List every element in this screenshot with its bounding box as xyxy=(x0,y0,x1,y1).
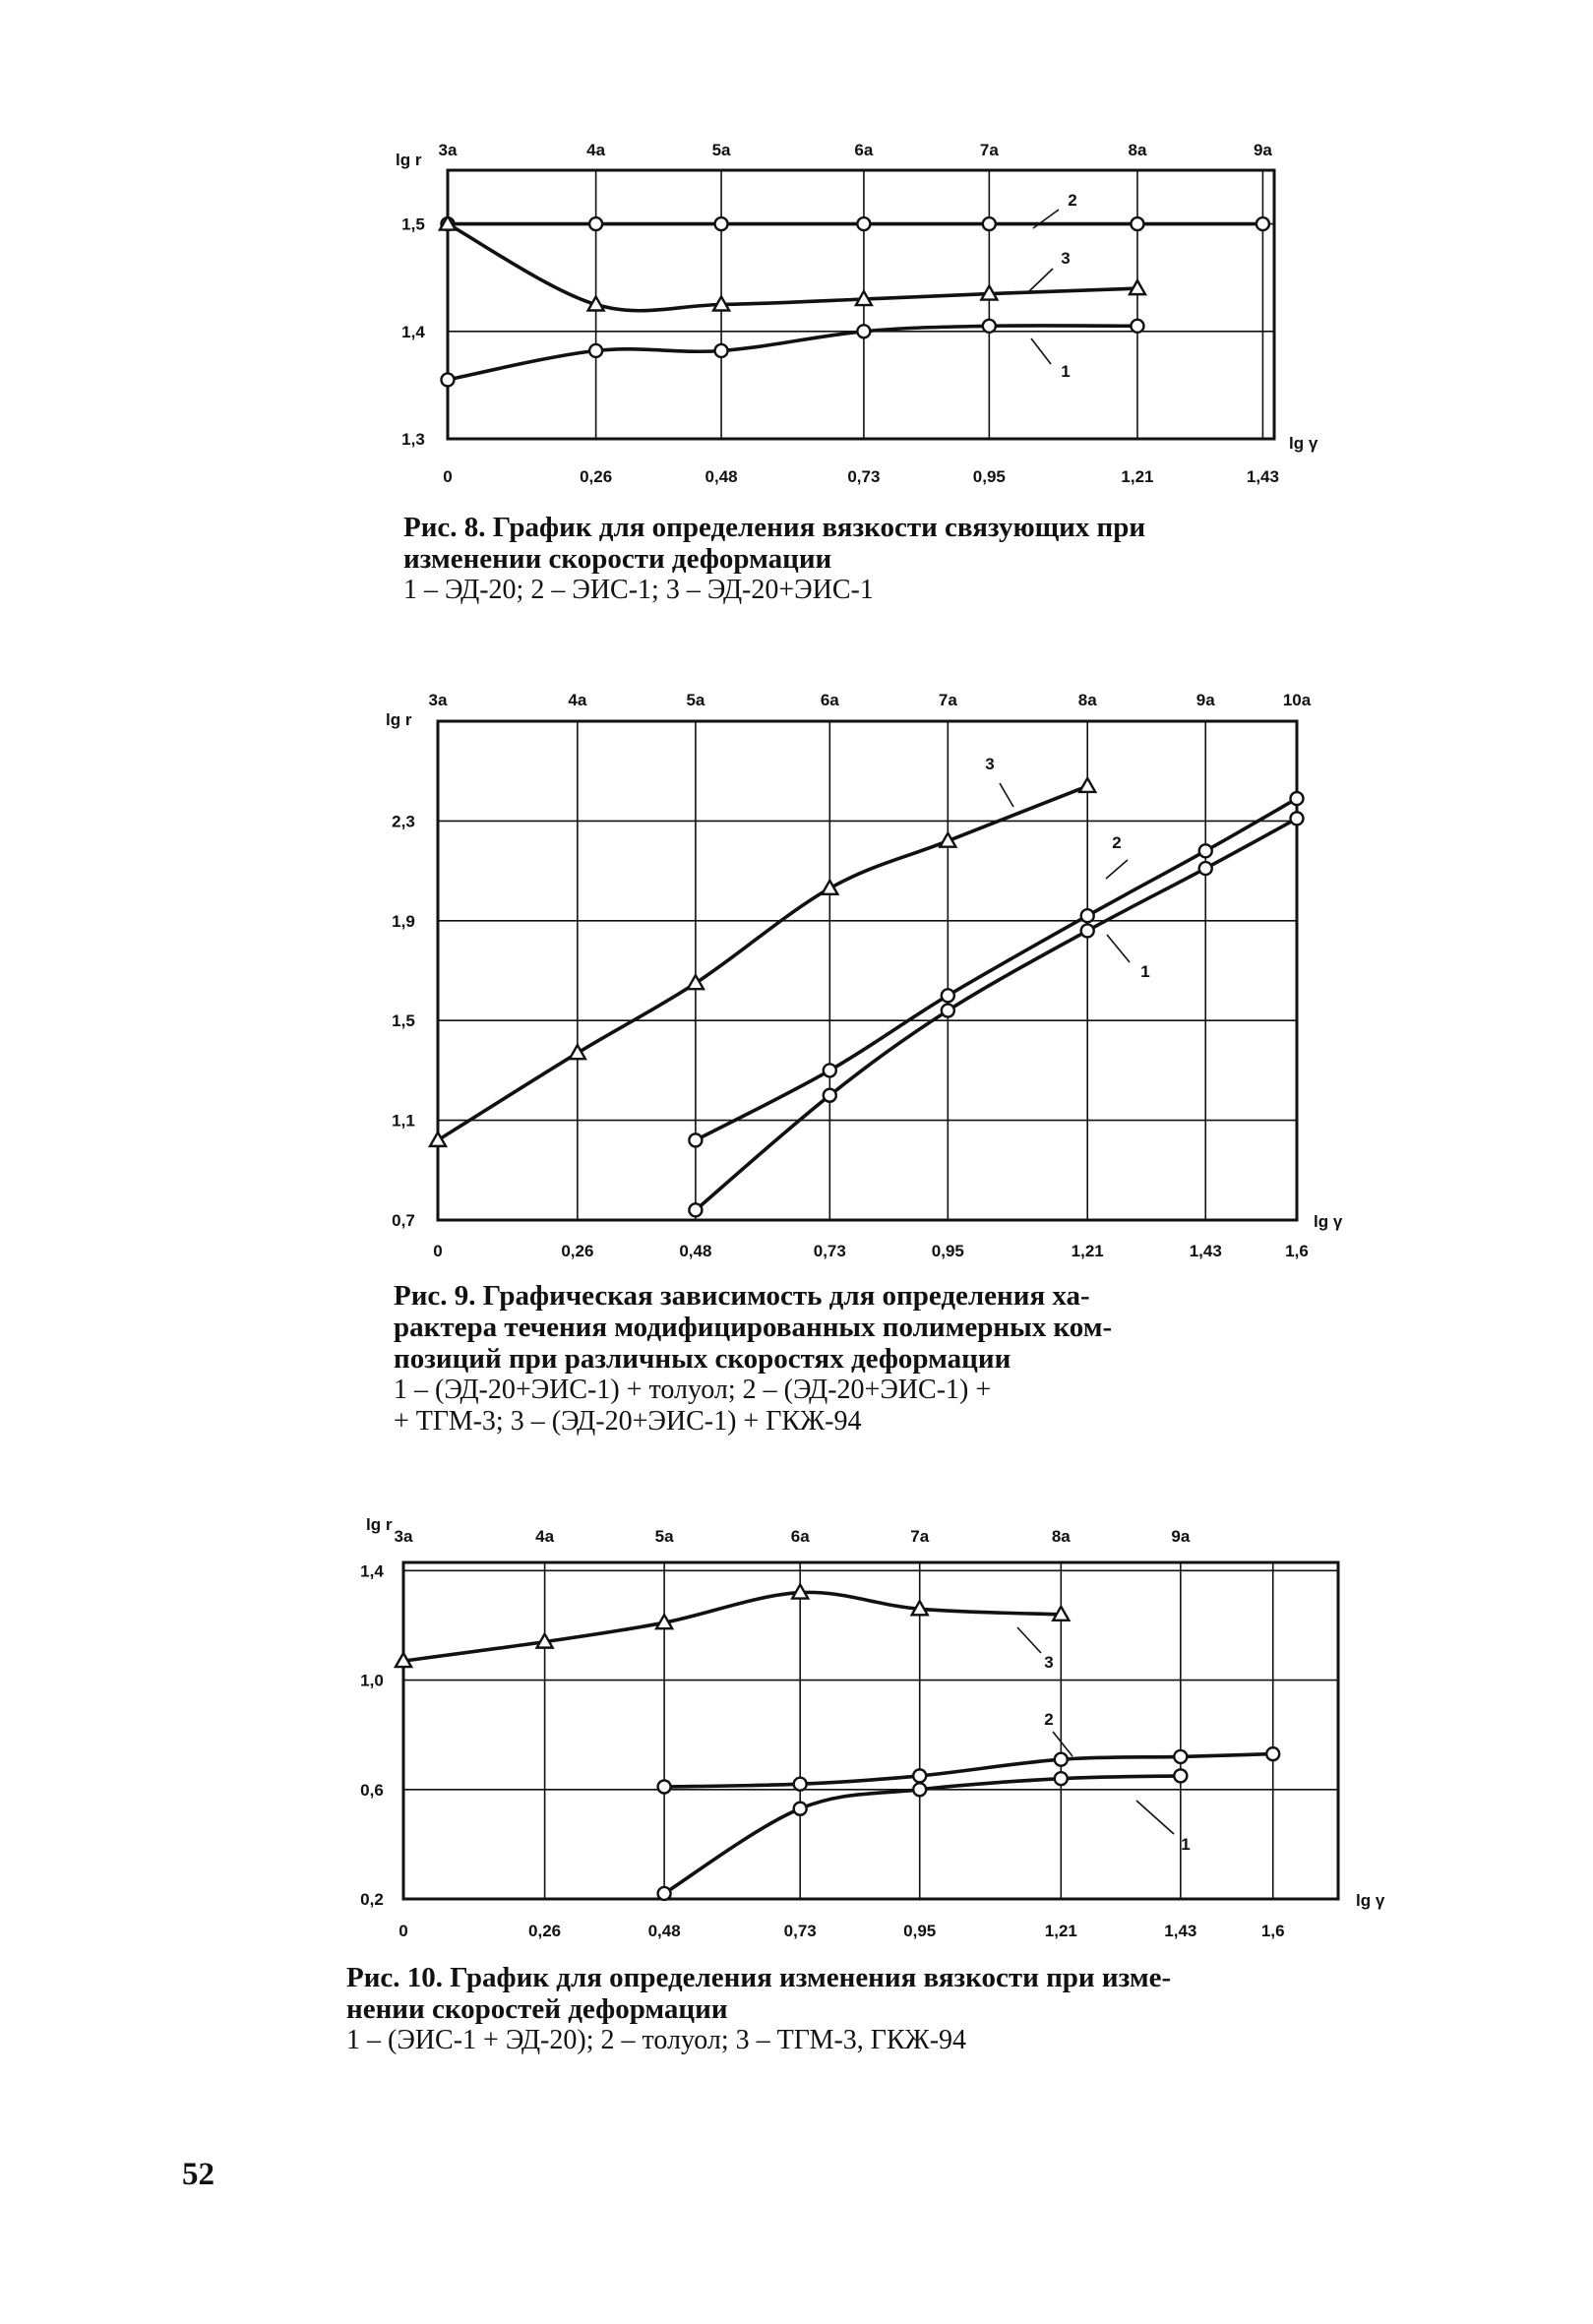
series-1-point xyxy=(589,344,602,357)
x-tick-label: 1,21 xyxy=(1071,1242,1104,1260)
series-1-point xyxy=(715,344,728,357)
chart-8 xyxy=(396,141,1318,486)
fig9-legend-line-2: + ТГМ-3; 3 – (ЭД-20+ЭИС-1) + ГКЖ-94 xyxy=(394,1406,862,1437)
top-label: 7a xyxy=(938,691,957,709)
y-axis-title: lg r xyxy=(396,151,422,169)
x-axis-title: lg γ xyxy=(1356,1891,1385,1910)
x-tick-label: 0,95 xyxy=(931,1242,964,1260)
series-label-1: 1 xyxy=(1181,1835,1191,1854)
fig10-title-line-1: График для определения изменения вязкости при изме- xyxy=(450,1962,1172,1993)
series-2-point xyxy=(1174,1750,1187,1763)
series-1-point xyxy=(942,1005,954,1017)
y-tick-label: 0,2 xyxy=(360,1890,384,1909)
page-number: 52 xyxy=(182,2157,214,2192)
fig10-number: Рис. 10. xyxy=(346,1962,444,1993)
fig8-number: Рис. 8. xyxy=(403,512,486,543)
x-tick-label: 0,48 xyxy=(647,1922,681,1940)
series-2-point xyxy=(824,1064,836,1076)
series-label-2: 2 xyxy=(1044,1710,1054,1729)
x-tick-label: 0,95 xyxy=(903,1922,937,1940)
series-label-leader xyxy=(1136,1801,1174,1834)
x-tick-label: 0 xyxy=(443,467,453,486)
y-tick-label: 1,1 xyxy=(392,1111,415,1131)
series-label-leader xyxy=(1000,783,1013,807)
series-1-point xyxy=(1174,1769,1187,1782)
series-1-point xyxy=(1055,1772,1068,1785)
y-axis-title: lg r xyxy=(366,1515,393,1534)
x-tick-label: 1,6 xyxy=(1285,1242,1309,1260)
series-label-1: 1 xyxy=(1140,962,1150,981)
top-label: 10a xyxy=(1282,691,1312,709)
plot-frame xyxy=(403,1562,1338,1899)
x-tick-label: 1,21 xyxy=(1044,1922,1077,1940)
series-label-leader xyxy=(1031,338,1051,364)
x-tick-label: 0,73 xyxy=(813,1242,846,1260)
series-1-point xyxy=(658,1887,671,1900)
top-label: 4a xyxy=(535,1527,555,1546)
top-label: 3a xyxy=(428,691,448,709)
series-2-point xyxy=(589,217,602,230)
series-line-1 xyxy=(696,819,1297,1210)
fig9-title-line-3: позиций при различных скоростях деформации xyxy=(394,1343,1011,1375)
chart-10 xyxy=(360,1515,1385,1940)
x-tick-label: 1,21 xyxy=(1121,467,1154,486)
y-tick-label: 1,5 xyxy=(401,214,425,234)
y-tick-label: 0,6 xyxy=(360,1780,384,1800)
top-label: 3a xyxy=(394,1527,413,1546)
y-tick-label: 1,9 xyxy=(392,911,415,931)
top-label: 5a xyxy=(686,691,705,709)
series-3-point xyxy=(688,975,704,989)
fig10-caption-line-2 xyxy=(346,1993,728,2025)
series-1-point xyxy=(689,1203,702,1216)
series-3-point xyxy=(1079,778,1095,792)
x-axis-title: lg γ xyxy=(1289,434,1318,453)
fig9-number: Рис. 9. xyxy=(394,1280,476,1312)
fig8-legend: 1 – ЭД-20; 2 – ЭИС-1; 3 – ЭД-20+ЭИС-1 xyxy=(403,575,874,605)
series-2-point xyxy=(1266,1747,1279,1760)
x-tick-label: 0,73 xyxy=(783,1922,817,1940)
chart-9 xyxy=(386,691,1343,1260)
top-label: 6a xyxy=(820,691,839,709)
fig8-caption-line-2 xyxy=(403,543,831,575)
series-1-point xyxy=(913,1783,926,1796)
fig9-legend-line-1: 1 – (ЭД-20+ЭИС-1) + толуол; 2 – (ЭД-20+ЭИС-1) + xyxy=(394,1375,992,1405)
series-2-point xyxy=(942,989,954,1002)
x-tick-label: 0,48 xyxy=(705,467,738,486)
series-1-point xyxy=(1291,812,1304,825)
series-2-point xyxy=(1291,792,1304,805)
top-label: 9a xyxy=(1171,1527,1191,1546)
series-2-point xyxy=(1055,1753,1068,1766)
series-label-3: 3 xyxy=(1061,249,1071,268)
x-tick-label: 0 xyxy=(433,1242,443,1260)
fig10-legend: 1 – (ЭИС-1 + ЭД-20); 2 – толуол; 3 – ТГМ-3, ГКЖ-94 xyxy=(346,2025,967,2055)
series-3-point xyxy=(430,1132,446,1146)
top-label: 3a xyxy=(438,141,458,159)
top-label: 4a xyxy=(586,141,606,159)
series-line-3 xyxy=(448,224,1137,311)
series-1-point xyxy=(857,325,870,337)
fig8-title-line-1: График для определения вязкости связующих при xyxy=(492,512,1146,543)
y-tick-label: 1,3 xyxy=(401,430,425,449)
top-label: 9a xyxy=(1253,141,1272,159)
fig9-title-line-1: Графическая зависимость для определения ха- xyxy=(482,1280,1090,1312)
series-label-2: 2 xyxy=(1068,191,1077,210)
series-2-point xyxy=(913,1769,926,1782)
x-tick-label: 0,26 xyxy=(580,467,613,486)
series-label-3: 3 xyxy=(1044,1653,1054,1672)
series-line-1 xyxy=(448,326,1137,380)
x-tick-label: 1,43 xyxy=(1164,1922,1197,1940)
series-1-point xyxy=(442,373,455,386)
fig10-caption xyxy=(346,1962,1171,1993)
series-line-3 xyxy=(438,786,1087,1140)
series-1-point xyxy=(1081,924,1094,937)
series-3-point xyxy=(822,881,837,894)
y-tick-label: 0,7 xyxy=(392,1211,415,1230)
top-label: 9a xyxy=(1195,691,1215,709)
series-label-leader xyxy=(1017,1627,1041,1653)
y-tick-label: 2,3 xyxy=(392,812,415,831)
series-2-point xyxy=(1081,909,1094,922)
series-2-point xyxy=(857,217,870,230)
fig9-caption-line-3 xyxy=(394,1343,1011,1375)
x-tick-label: 1,43 xyxy=(1246,467,1279,486)
series-label-1: 1 xyxy=(1061,362,1071,381)
x-tick-label: 0,26 xyxy=(561,1242,594,1260)
x-tick-label: 0,48 xyxy=(679,1242,712,1260)
y-tick-label: 1,4 xyxy=(401,322,425,341)
x-tick-label: 0,26 xyxy=(528,1922,562,1940)
series-label-leader xyxy=(1107,935,1130,962)
series-1-point xyxy=(824,1089,836,1102)
fig10-title-line-2: нении скоростей деформации xyxy=(346,1993,728,2025)
series-1-point xyxy=(1131,320,1143,333)
series-line-3 xyxy=(403,1592,1061,1661)
series-1-point xyxy=(983,320,996,333)
top-label: 7a xyxy=(979,141,999,159)
y-axis-title: lg r xyxy=(386,710,412,729)
x-axis-title: lg γ xyxy=(1314,1212,1343,1231)
x-tick-label: 1,6 xyxy=(1260,1922,1285,1940)
y-tick-label: 1,5 xyxy=(392,1011,415,1031)
x-tick-label: 0 xyxy=(398,1922,408,1940)
top-label: 4a xyxy=(568,691,587,709)
x-tick-label: 0,73 xyxy=(847,467,881,486)
top-label: 5a xyxy=(711,141,731,159)
series-2-point xyxy=(1199,844,1212,857)
series-label-leader xyxy=(1029,269,1053,291)
y-tick-label: 1,4 xyxy=(360,1561,384,1581)
series-2-point xyxy=(1131,217,1143,230)
top-label: 8a xyxy=(1051,1527,1071,1546)
series-2-point xyxy=(1256,217,1269,230)
series-2-point xyxy=(689,1133,702,1146)
top-label: 6a xyxy=(790,1527,810,1546)
top-label: 5a xyxy=(654,1527,674,1546)
series-2-point xyxy=(658,1781,671,1794)
top-label: 7a xyxy=(910,1527,930,1546)
top-label: 8a xyxy=(1077,691,1097,709)
series-2-point xyxy=(794,1778,807,1791)
series-label-3: 3 xyxy=(985,755,995,773)
series-label-leader xyxy=(1106,860,1128,879)
fig9-caption-line-2 xyxy=(394,1312,1112,1343)
plot-frame xyxy=(438,721,1297,1220)
x-tick-label: 1,43 xyxy=(1189,1242,1222,1260)
series-1-point xyxy=(794,1803,807,1815)
fig8-caption xyxy=(403,512,1145,543)
fig9-caption xyxy=(394,1280,1318,1312)
series-2-point xyxy=(983,217,996,230)
series-label-2: 2 xyxy=(1112,833,1122,852)
series-1-point xyxy=(1199,862,1212,875)
series-3-point xyxy=(570,1045,585,1059)
fig9-title-line-2: рактера течения модифицированных полимерных ком- xyxy=(394,1312,1113,1343)
fig8-title-line-2: изменении скорости деформации xyxy=(403,543,832,575)
top-label: 6a xyxy=(854,141,874,159)
top-label: 8a xyxy=(1128,141,1147,159)
series-2-point xyxy=(715,217,728,230)
x-tick-label: 0,95 xyxy=(972,467,1006,486)
y-tick-label: 1,0 xyxy=(360,1671,384,1690)
